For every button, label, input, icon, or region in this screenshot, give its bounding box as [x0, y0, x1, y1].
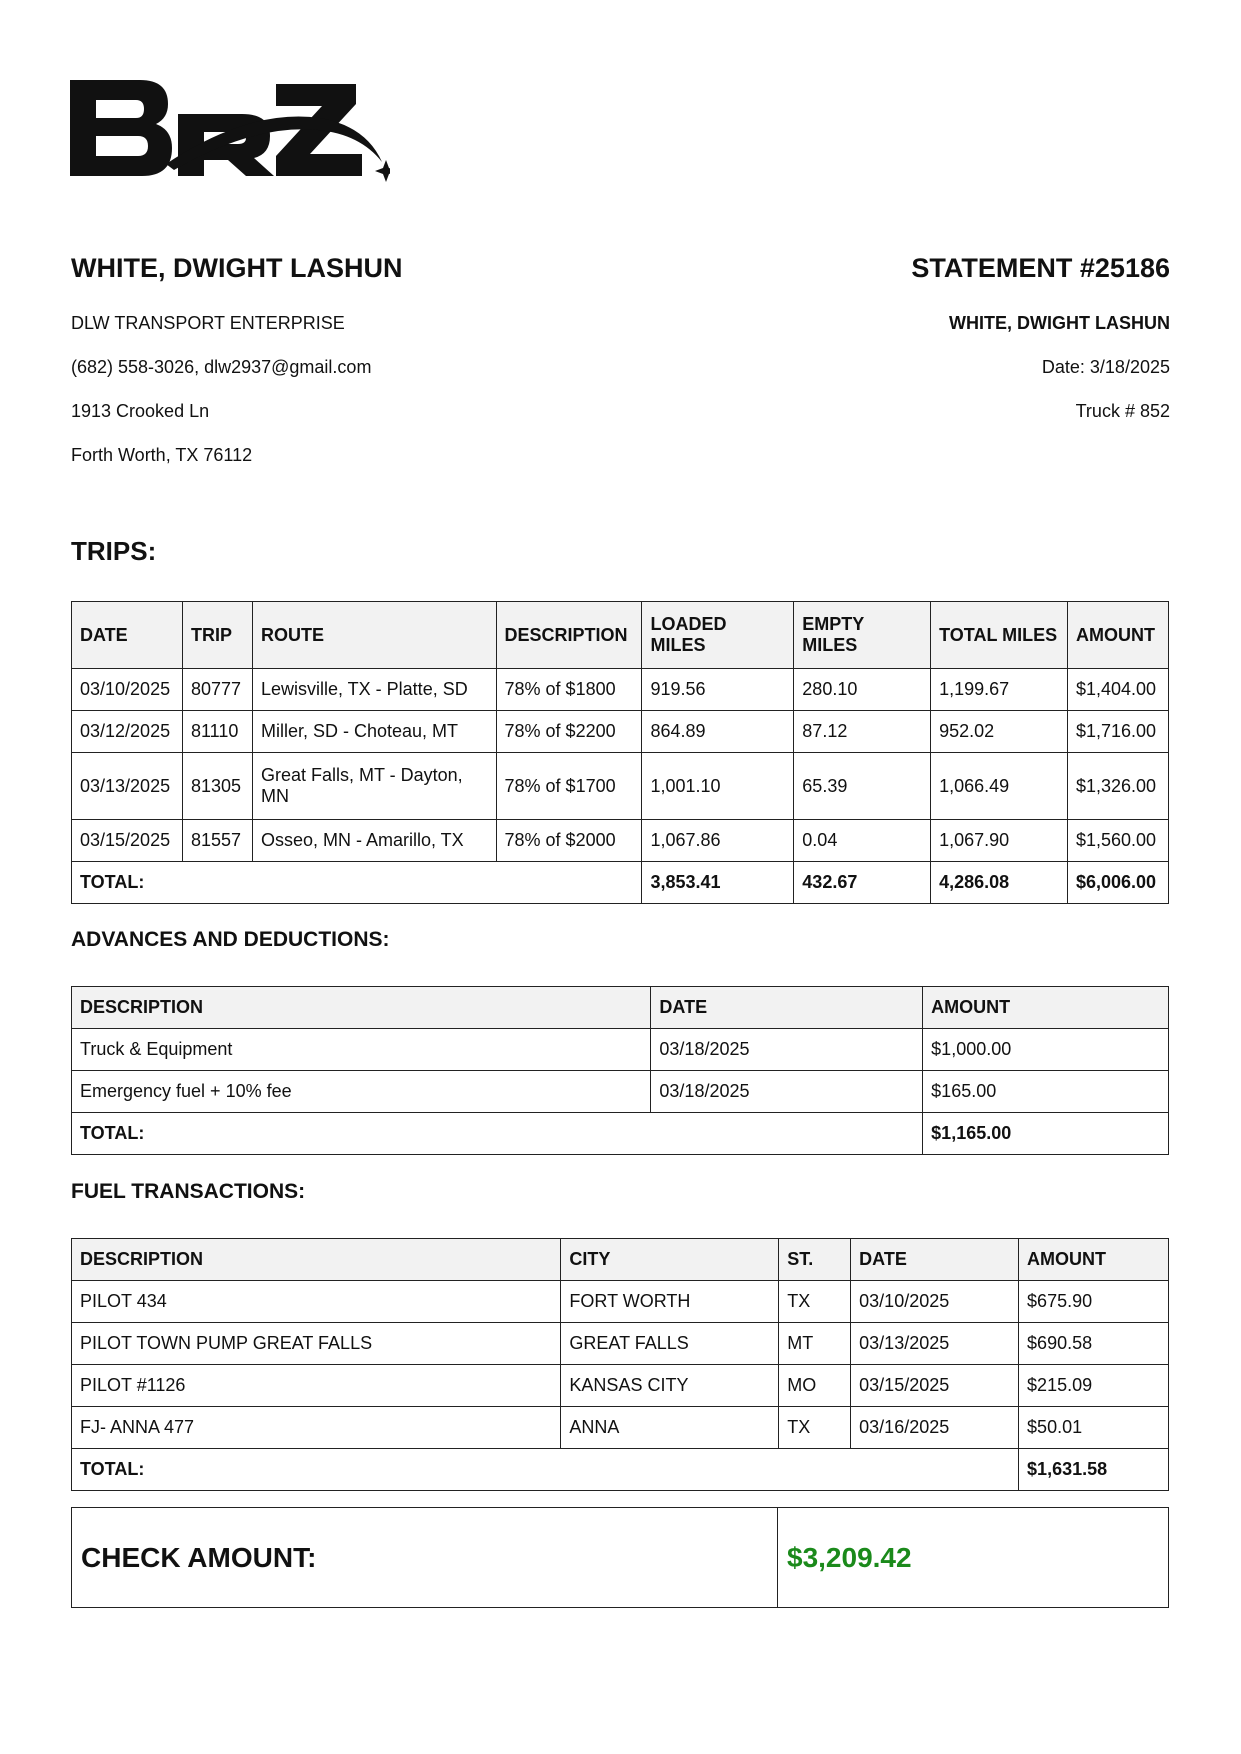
- cell: PILOT #1126: [72, 1365, 561, 1407]
- cell: $50.01: [1019, 1407, 1169, 1449]
- fuel-title: FUEL TRANSACTIONS:: [71, 1180, 306, 1203]
- cell: $1,716.00: [1067, 711, 1168, 753]
- table-row: [72, 1407, 1169, 1449]
- table-row: [72, 753, 1169, 820]
- contact-info: (682) 558-3026, dlw2937@gmail.com: [71, 357, 372, 377]
- table-row: [72, 1323, 1169, 1365]
- cell: 919.56: [642, 669, 794, 711]
- cell: 03/10/2025: [72, 669, 183, 711]
- truck-number: Truck # 852: [1075, 401, 1170, 421]
- cell: Osseo, MN - Amarillo, TX: [252, 820, 496, 862]
- cell: $690.58: [1019, 1323, 1169, 1365]
- cell: 78% of $2200: [496, 711, 642, 753]
- col-header: DATE: [851, 1239, 1019, 1281]
- col-header: TRIP: [182, 602, 252, 669]
- address-line-2: Forth Worth, TX 76112: [71, 445, 253, 465]
- table-row: [72, 1029, 1169, 1071]
- cell: $1,560.00: [1067, 820, 1168, 862]
- trips-header-row: [72, 602, 1169, 669]
- cell: 78% of $2000: [496, 820, 642, 862]
- cell: Lewisville, TX - Platte, SD: [252, 669, 496, 711]
- cell: 1,001.10: [642, 753, 794, 820]
- cell: 03/16/2025: [851, 1407, 1019, 1449]
- table-row: [72, 1365, 1169, 1407]
- col-header: EMPTY MILES: [794, 602, 931, 669]
- col-header: ST.: [779, 1239, 851, 1281]
- total-loaded-miles: 3,853.41: [642, 862, 794, 904]
- total-amount: $6,006.00: [1067, 862, 1168, 904]
- cell: 1,199.67: [931, 669, 1068, 711]
- cell: 0.04: [794, 820, 931, 862]
- col-header: TOTAL MILES: [931, 602, 1068, 669]
- table-row: [72, 1071, 1169, 1113]
- cell: FJ- ANNA 477: [72, 1407, 561, 1449]
- cell: PILOT TOWN PUMP GREAT FALLS: [72, 1323, 561, 1365]
- total-empty-miles: 432.67: [794, 862, 931, 904]
- cell: 03/12/2025: [72, 711, 183, 753]
- col-header: ROUTE: [252, 602, 496, 669]
- total-label: TOTAL:: [72, 862, 642, 904]
- col-header: AMOUNT: [1019, 1239, 1169, 1281]
- check-amount-box: [71, 1507, 1169, 1608]
- cell: 03/15/2025: [72, 820, 183, 862]
- cell: KANSAS CITY: [561, 1365, 779, 1407]
- cell: Emergency fuel + 10% fee: [72, 1071, 651, 1113]
- cell: 952.02: [931, 711, 1068, 753]
- cell: 03/13/2025: [851, 1323, 1019, 1365]
- table-row: [72, 820, 1169, 862]
- cell: $1,326.00: [1067, 753, 1168, 820]
- cell: 78% of $1800: [496, 669, 642, 711]
- col-header: DESCRIPTION: [72, 1239, 561, 1281]
- cell: $215.09: [1019, 1365, 1169, 1407]
- cell: 03/18/2025: [651, 1071, 923, 1113]
- statement-date: Date: 3/18/2025: [1041, 357, 1170, 377]
- cell: $675.90: [1019, 1281, 1169, 1323]
- total-amount: $1,165.00: [923, 1113, 1169, 1155]
- cell: 03/15/2025: [851, 1365, 1019, 1407]
- cell: TX: [779, 1281, 851, 1323]
- check-amount-label: CHECK AMOUNT:: [72, 1508, 778, 1607]
- total-label: TOTAL:: [72, 1113, 923, 1155]
- col-header: AMOUNT: [923, 987, 1169, 1029]
- address-line-1: 1913 Crooked Ln: [71, 401, 210, 421]
- col-header: AMOUNT: [1067, 602, 1168, 669]
- cell: $1,404.00: [1067, 669, 1168, 711]
- statement-info: [650, 252, 1170, 421]
- cell: MT: [779, 1323, 851, 1365]
- col-header: CITY: [561, 1239, 779, 1281]
- col-header: DESCRIPTION: [72, 987, 651, 1029]
- cell: 87.12: [794, 711, 931, 753]
- cell: $1,000.00: [923, 1029, 1169, 1071]
- cell: PILOT 434: [72, 1281, 561, 1323]
- cell: 1,067.86: [642, 820, 794, 862]
- fuel-header-row: [72, 1239, 1169, 1281]
- advances-total-row: [72, 1113, 1169, 1155]
- cell: 65.39: [794, 753, 931, 820]
- cell: Great Falls, MT - Dayton, MN: [252, 753, 496, 820]
- cell: MO: [779, 1365, 851, 1407]
- cell: Miller, SD - Choteau, MT: [252, 711, 496, 753]
- cell: 81110: [182, 711, 252, 753]
- cell: Truck & Equipment: [72, 1029, 651, 1071]
- cell: TX: [779, 1407, 851, 1449]
- cell: ANNA: [561, 1407, 779, 1449]
- cell: 03/18/2025: [651, 1029, 923, 1071]
- cell: 78% of $1700: [496, 753, 642, 820]
- col-header: DATE: [651, 987, 923, 1029]
- cell: 81305: [182, 753, 252, 820]
- cell: GREAT FALLS: [561, 1323, 779, 1365]
- table-row: [72, 669, 1169, 711]
- advances-title: ADVANCES AND DEDUCTIONS:: [71, 928, 390, 951]
- check-amount-value: $3,209.42: [787, 1541, 912, 1573]
- advances-table: [71, 986, 1169, 1155]
- table-row: [72, 1281, 1169, 1323]
- advances-header-row: [72, 987, 1169, 1029]
- cell: 80777: [182, 669, 252, 711]
- cell: 03/13/2025: [72, 753, 183, 820]
- total-label: TOTAL:: [72, 1449, 1019, 1491]
- statement-title: STATEMENT #25186: [911, 253, 1170, 283]
- cell: 81557: [182, 820, 252, 862]
- fuel-table: [71, 1238, 1169, 1491]
- brz-logo: [70, 78, 390, 198]
- cell: 864.89: [642, 711, 794, 753]
- cell: 03/10/2025: [851, 1281, 1019, 1323]
- col-header: DATE: [72, 602, 183, 669]
- total-amount: $1,631.58: [1019, 1449, 1169, 1491]
- cell: 280.10: [794, 669, 931, 711]
- company-name: DLW TRANSPORT ENTERPRISE: [71, 313, 345, 333]
- trips-table: [71, 601, 1169, 904]
- table-row: [72, 711, 1169, 753]
- cell: FORT WORTH: [561, 1281, 779, 1323]
- col-header: DESCRIPTION: [496, 602, 642, 669]
- cell: 1,067.90: [931, 820, 1068, 862]
- driver-info: [71, 252, 591, 465]
- fuel-total-row: [72, 1449, 1169, 1491]
- col-header: LOADED MILES: [642, 602, 794, 669]
- cell: 1,066.49: [931, 753, 1068, 820]
- trips-title: TRIPS:: [71, 536, 157, 566]
- cell: $165.00: [923, 1071, 1169, 1113]
- driver-name: WHITE, DWIGHT LASHUN: [71, 253, 403, 283]
- total-miles: 4,286.08: [931, 862, 1068, 904]
- trips-total-row: [72, 862, 1169, 904]
- statement-name: WHITE, DWIGHT LASHUN: [949, 313, 1170, 333]
